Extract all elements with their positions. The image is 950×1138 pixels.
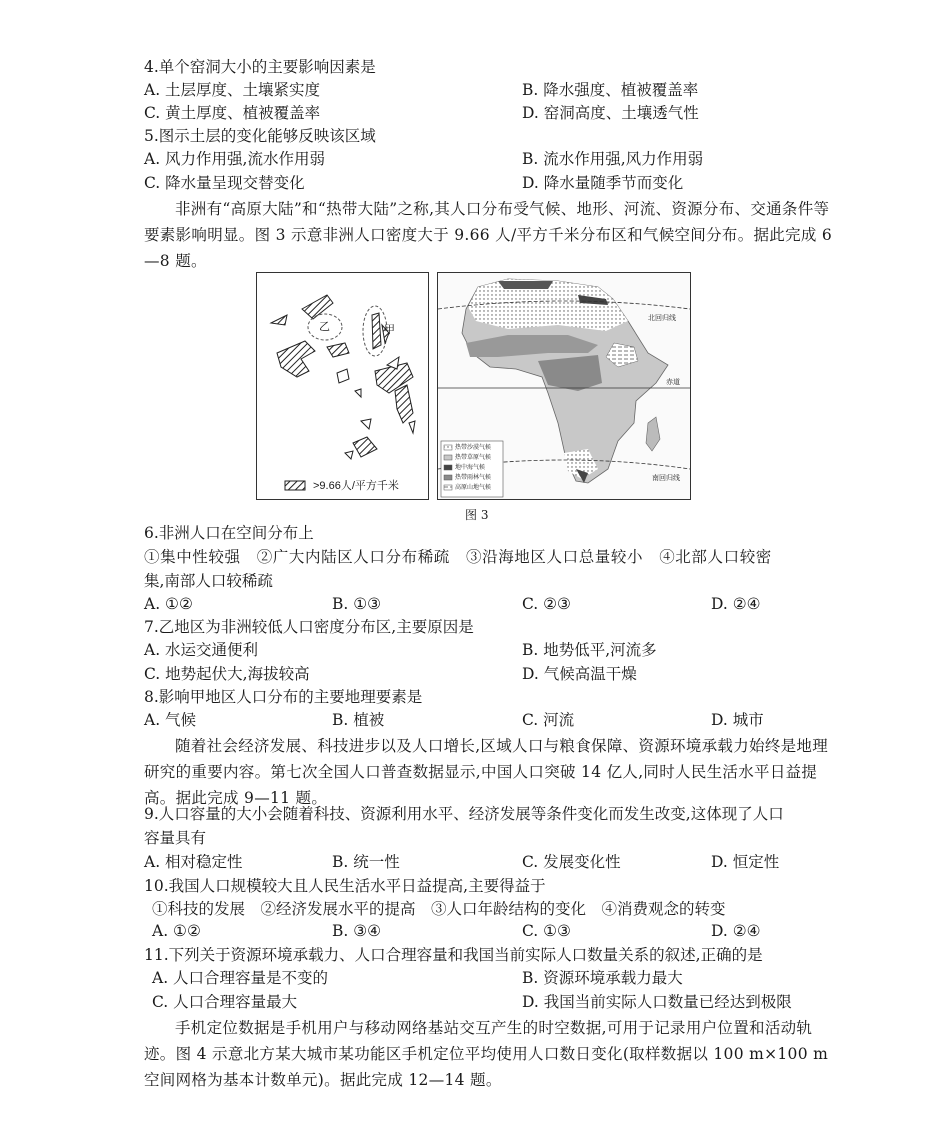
- q7-option-b[interactable]: B. 地势低平,河流多: [522, 641, 657, 659]
- q9-stem-line1: 9.人口容量的大小会随着科技、资源利用水平、经济发展等条件变化而发生改变,这体现了人口: [144, 805, 784, 823]
- q5-option-c[interactable]: C. 降水量呈现交替变化: [144, 174, 305, 192]
- q8-stem: 8.影响甲地区人口分布的主要地理要素是: [144, 688, 423, 706]
- equator-label: 赤道: [666, 378, 680, 386]
- q4-stem: 4.单个窑洞大小的主要影响因素是: [144, 58, 376, 76]
- climate-legend-4: 热带雨林气候: [455, 474, 492, 481]
- q5-option-a[interactable]: A. 风力作用强,流水作用弱: [144, 150, 325, 168]
- q4-option-b[interactable]: B. 降水强度、植被覆盖率: [522, 81, 699, 99]
- climate-map: [437, 272, 691, 500]
- q8-option-d[interactable]: D. 城市: [711, 711, 764, 729]
- passage-africa: 非洲有“高原大陆”和“热带大陆”之称,其人口分布受气候、地形、河流、资源分布、交通条件等要素影响明显。图 3 示意非洲人口密度大于 9.66 人/平方千米分布区和气候空间分布。据此完成 6—8 题。: [144, 200, 833, 270]
- q8-option-a[interactable]: A. 气候: [144, 711, 197, 729]
- climate-legend-5: 高原山地气候: [455, 484, 492, 491]
- q4-option-c[interactable]: C. 黄土厚度、植被覆盖率: [144, 104, 321, 122]
- q10-items: ①科技的发展 ②经济发展水平的提高 ③人口年龄结构的变化 ④消费观念的转变: [152, 900, 726, 918]
- q10-option-b[interactable]: B. ③④: [332, 922, 382, 940]
- population-density-map: [256, 272, 429, 500]
- q11-option-a[interactable]: A. 人口合理容量是不变的: [152, 969, 329, 987]
- q8-option-b[interactable]: B. 植被: [332, 711, 385, 729]
- q7-option-c[interactable]: C. 地势起伏大,海拔较高: [144, 665, 310, 683]
- q10-option-c[interactable]: C. ①③: [522, 922, 571, 940]
- q11-option-d[interactable]: D. 我国当前实际人口数量已经达到极限: [522, 993, 792, 1011]
- q7-option-a[interactable]: A. 水运交通便利: [144, 641, 259, 659]
- q6-option-c[interactable]: C. ②③: [522, 595, 571, 613]
- q7-option-d[interactable]: D. 气候高温干燥: [522, 665, 637, 683]
- q9-stem-line2: 容量具有: [144, 829, 207, 847]
- q11-option-c[interactable]: C. 人口合理容量最大: [152, 993, 298, 1011]
- q6-items-line1: ①集中性较强 ②广大内陆区人口分布稀疏 ③沿海地区人口总量较小 ④北部人口较密: [144, 548, 772, 566]
- q4-option-a[interactable]: A. 土层厚度、土壤紧实度: [144, 81, 321, 99]
- q9-option-b[interactable]: B. 统一性: [332, 853, 400, 871]
- q5-stem: 5.图示土层的变化能够反映该区域: [144, 127, 376, 145]
- passage-population-capacity: 随着社会经济发展、科技进步以及人口增长,区域人口与粮食保障、资源环境承载力始终是地理研究的重要内容。第七次全国人口普查数据显示,中国人口突破 14 亿人,同时人民生活水平日益提高。据此完成 9—11 题。: [144, 737, 829, 807]
- q9-option-a[interactable]: A. 相对稳定性: [144, 853, 243, 871]
- q6-items-line2: 集,南部人口较稀疏: [144, 572, 273, 590]
- tropic-of-cancer-label: 北回归线: [648, 314, 676, 322]
- q10-stem: 10.我国人口规模较大且人民生活水平日益提高,主要得益于: [144, 877, 546, 895]
- climate-legend-3: 地中海气候: [455, 464, 486, 471]
- q11-option-b[interactable]: B. 资源环境承载力最大: [522, 969, 683, 987]
- q6-option-d[interactable]: D. ②④: [711, 595, 761, 613]
- q5-option-d[interactable]: D. 降水量随季节而变化: [522, 174, 684, 192]
- label-yi: 乙: [319, 320, 330, 333]
- climate-legend-2: 热带草原气候: [455, 454, 492, 461]
- q9-option-c[interactable]: C. 发展变化性: [522, 853, 621, 871]
- q9-option-d[interactable]: D. 恒定性: [711, 853, 780, 871]
- q6-option-b[interactable]: B. ①③: [332, 595, 382, 613]
- q6-stem: 6.非洲人口在空间分布上: [144, 524, 314, 542]
- q7-stem: 7.乙地区为非洲较低人口密度分布区,主要原因是: [144, 618, 474, 636]
- climate-legend-1: 热带沙漠气候: [455, 444, 492, 451]
- label-jia: 甲: [384, 323, 395, 336]
- q4-option-d[interactable]: D. 窑洞高度、土壤透气性: [522, 104, 699, 122]
- passage-mobile-location: 手机定位数据是手机用户与移动网络基站交互产生的时空数据,可用于记录用户位置和活动轨迹。图 4 示意北方某大城市某功能区手机定位平均使用人口数日变化(取样数据以 100 m×100 m 空间网格为基本计数单元)。据此完成 12—14 题。: [144, 1019, 829, 1089]
- tropic-of-capricorn-label: 南回归线: [652, 474, 680, 482]
- q8-option-c[interactable]: C. 河流: [522, 711, 575, 729]
- figure-caption: 图 3: [465, 508, 489, 522]
- q5-option-b[interactable]: B. 流水作用强,风力作用弱: [522, 150, 704, 168]
- q10-option-d[interactable]: D. ②④: [711, 922, 761, 940]
- q11-stem: 11.下列关于资源环境承载力、人口合理容量和我国当前实际人口数量关系的叙述,正确的是: [144, 946, 763, 964]
- population-density-map-svg: [257, 273, 428, 499]
- q6-option-a[interactable]: A. ①②: [144, 595, 193, 613]
- q10-option-a[interactable]: A. ①②: [152, 922, 201, 940]
- density-legend-label: >9.66人/平方千米: [313, 480, 399, 492]
